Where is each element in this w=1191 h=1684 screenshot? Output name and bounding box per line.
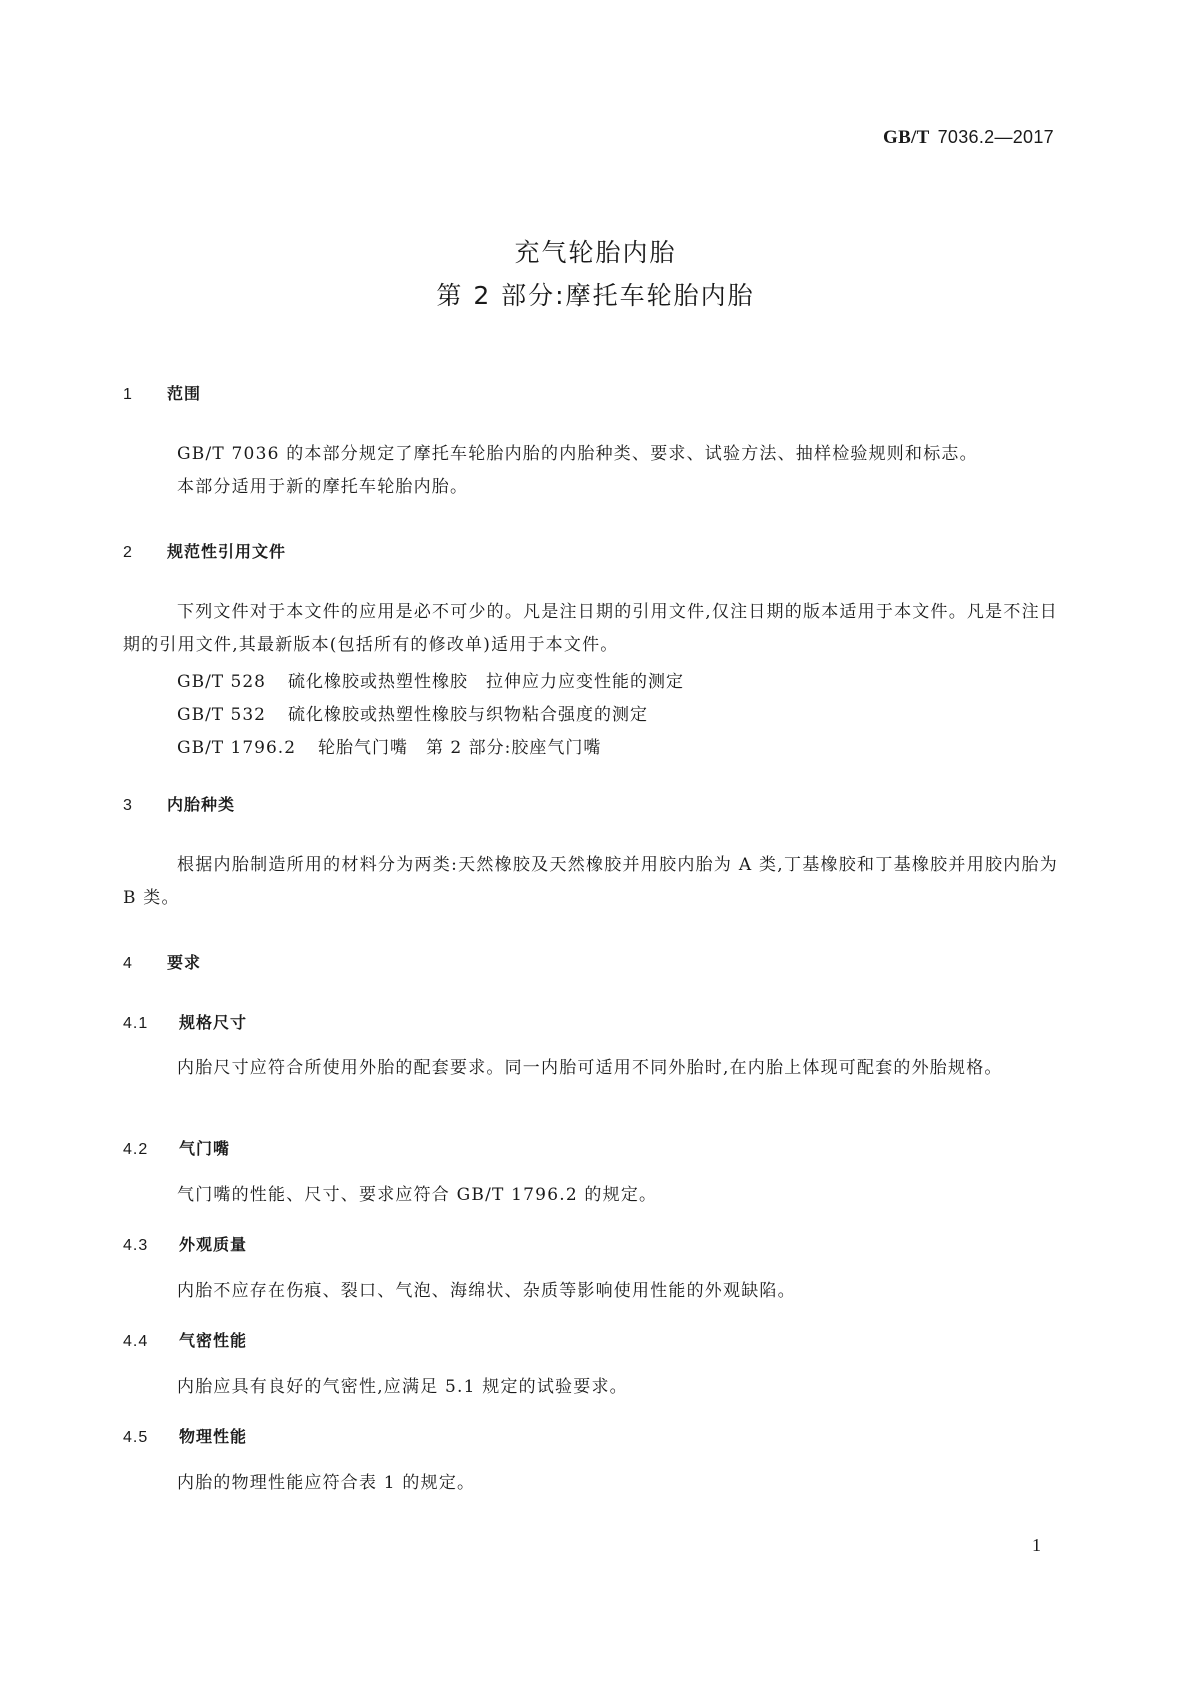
subsection-number: 4.2 [123, 1141, 149, 1158]
physical-properties-paragraph: 内胎的物理性能应符合表 1 的规定。 [177, 1473, 476, 1493]
reference-title-a: 硫化橡胶或热塑性橡胶与织物粘合强度的测定 [288, 705, 648, 725]
reference-item [177, 700, 648, 725]
reference-title-a: 硫化橡胶或热塑性橡胶 [288, 672, 468, 692]
section-title: 范围 [167, 384, 202, 403]
reference-code: GB/T 528 [177, 672, 266, 692]
section-title: 内胎种类 [167, 795, 236, 814]
section-title: 规范性引用文件 [167, 542, 287, 561]
reference-title-a: 轮胎气门嘴 [318, 738, 409, 758]
section-heading-scope [123, 381, 201, 404]
section-number: 3 [123, 797, 133, 814]
standard-code [883, 127, 1054, 149]
standard-prefix: GB/T [882, 127, 930, 148]
subsection-number: 4.4 [123, 1333, 149, 1350]
subsection-number: 4.3 [123, 1237, 149, 1254]
reference-title-b: 第 2 部分:胶座气门嘴 [426, 738, 602, 758]
subsection-number: 4.1 [123, 1015, 149, 1032]
section-title: 要求 [167, 953, 202, 972]
section-heading-tube-types [123, 792, 235, 815]
page-number: 1 [1032, 1535, 1041, 1555]
subsection-title: 规格尺寸 [179, 1013, 248, 1032]
document-title-line2: 第 2 部分:摩托车轮胎内胎 [436, 281, 755, 310]
reference-code: GB/T 1796.2 [177, 738, 297, 758]
section-heading-requirements [123, 950, 201, 973]
subsection-heading-appearance [123, 1232, 247, 1255]
subsection-title: 物理性能 [179, 1427, 248, 1446]
scope-paragraph-2: 本部分适用于新的摩托车轮胎内胎。 [177, 477, 469, 497]
reference-item [177, 667, 684, 692]
subsection-heading-physical-properties [123, 1424, 247, 1447]
subsection-title: 外观质量 [179, 1235, 248, 1254]
tube-types-paragraph: 根据内胎制造所用的材料分为两类:天然橡胶及天然橡胶并用胶内胎为 A 类,丁基橡胶和丁基橡胶并用胶内胎为 B 类。 [123, 855, 1058, 908]
airtightness-paragraph: 内胎应具有良好的气密性,应满足 5.1 规定的试验要求。 [177, 1377, 628, 1397]
subsection-heading-valve [123, 1136, 230, 1159]
reference-title-b: 拉伸应力应变性能的测定 [486, 672, 684, 692]
subsection-heading-airtightness [123, 1328, 247, 1351]
dimensions-paragraph: 内胎尺寸应符合所使用外胎的配套要求。同一内胎可适用不同外胎时,在内胎上体现可配套的外胎规格。 [177, 1058, 1003, 1078]
document-title-line1: 充气轮胎内胎 [514, 238, 677, 267]
subsection-number: 4.5 [123, 1429, 149, 1446]
scope-paragraph-1: GB/T 7036 的本部分规定了摩托车轮胎内胎的内胎种类、要求、试验方法、抽样检验规则和标志。 [177, 444, 978, 464]
reference-item [177, 733, 601, 758]
section-number: 1 [123, 386, 133, 403]
valve-paragraph: 气门嘴的性能、尺寸、要求应符合 GB/T 1796.2 的规定。 [177, 1185, 658, 1205]
references-intro-paragraph: 下列文件对于本文件的应用是必不可少的。凡是注日期的引用文件,仅注日期的版本适用于本文件。凡是不注日期的引用文件,其最新版本(包括所有的修改单)适用于本文件。 [123, 602, 1058, 655]
appearance-paragraph: 内胎不应存在伤痕、裂口、气泡、海绵状、杂质等影响使用性能的外观缺陷。 [177, 1281, 796, 1301]
subsection-title: 气密性能 [179, 1331, 248, 1350]
section-heading-normative-references [123, 539, 286, 562]
standard-number: 7036.2—2017 [937, 127, 1054, 147]
subsection-title: 气门嘴 [179, 1139, 231, 1158]
section-number: 4 [123, 955, 133, 972]
reference-code: GB/T 532 [177, 705, 266, 725]
section-number: 2 [123, 544, 133, 561]
subsection-heading-dimensions [123, 1010, 247, 1033]
